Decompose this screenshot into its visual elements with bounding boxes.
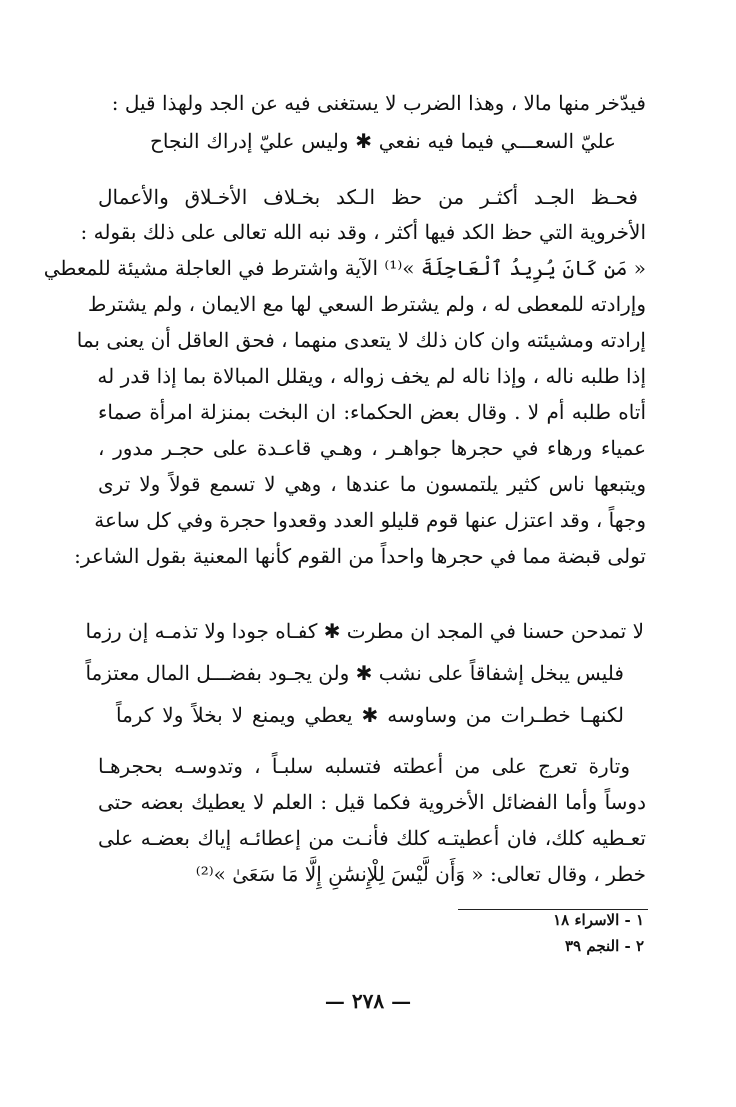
poem-line: لكنهـا خطـرات من وساوسه ✱ يعطي ويمنع لا بخلاً ولا كرماً <box>116 703 624 727</box>
paragraph-line: الأخروية التي حظ الكد فيها أكثر ، وقد نبه الله تعالى على ذلك بقوله : <box>80 220 646 244</box>
paragraph-line: إرادته ومشيئته وان كان ذلك لا يتعدى منهما ، فحق العاقل أن يعنى بما <box>76 328 646 352</box>
poem-line: فليس يبخل إشفاقاً على نشب ✱ ولن يجـود بفضـــل المال معتزماً <box>85 661 624 685</box>
footnote: ١ - الاسراء ١٨ <box>553 911 644 929</box>
paragraph-line: تولى قبضة مما في حجرها واحداً من القوم كأنها المعنية بقول الشاعر: <box>74 544 646 568</box>
paragraph-line: إذا طلبه ناله ، وإذا ناله لم يخف زواله ، ويقلل المبالاة بما إذا قدر له <box>97 364 646 388</box>
paragraph-line: وتارة تعرج على من أعطته فتسلبه سلبـاً ، وتدوسـه بحجرهـا <box>98 754 630 778</box>
paragraph-line: خطر ، وقال تعالى: « وَأَن لَّيْسَ لِلْإِنسَٰنِ إِلَّا مَا سَعَىٰ »⁽²⁾ <box>195 862 646 886</box>
paragraph-line: فحـظ الجـد أكثـر من حظ الـكد بخـلاف الأخـلاق والأعمال <box>98 185 638 209</box>
footnote: ٢ - النجم ٣٩ <box>564 937 644 955</box>
paragraph-line: ويتبعها ناس كثير يلتمسون ما عندها ، وهي لا تسمع قولاً ولا ترى <box>98 472 646 496</box>
text-line: فيدّخر منها مالا ، وهذا الضرب لا يستغنى فيه عن الجد ولهذا قيل : <box>111 91 646 115</box>
paragraph-line: دوساً وأما الفضائل الأخروية فكما قيل : العلم لا يعطيك بعضه حتى <box>98 790 646 814</box>
paragraph-line: عمياء ورهاء في حجرها جواهـر ، وهـي قاعـدة على حجـر مدور ، <box>98 436 646 460</box>
paragraph-line: تعـطيه كلك، فان أعطيتـه كلك فأنـت من إعطائـه إياك بعضـه على <box>98 826 646 850</box>
paragraph-line: وإرادته للمعطى له ، ولم يشترط السعي لها مع الايمان ، ولم يشترط <box>87 292 646 316</box>
paragraph-line: « مَن كَانَ يُرِيدُ ٱلْعَاجِلَةَ »⁽¹⁾ الآية واشترط في العاجلة مشيئة للمعطي <box>43 256 646 280</box>
poem-line: لا تمدحن حسنا في المجد ان مطرت ✱ كفـاه جودا ولا تذمـه إن رزما <box>85 619 644 643</box>
paragraph-line: وجهاً ، وقد اعتزل عنها قوم قليلو العدد وقعدوا حجرة وفي كل ساعة <box>94 508 646 532</box>
page-number: — ٢٧٨ — <box>324 989 412 1013</box>
verse-line: عليّ السعـــي فيما فيه نفعي ✱ وليس عليّ إدراك النجاح <box>150 129 616 153</box>
paragraph-line: أتاه طلبه أم لا . وقال بعض الحكماء: ان البخت بمنزلة امرأة صماء <box>98 400 646 424</box>
